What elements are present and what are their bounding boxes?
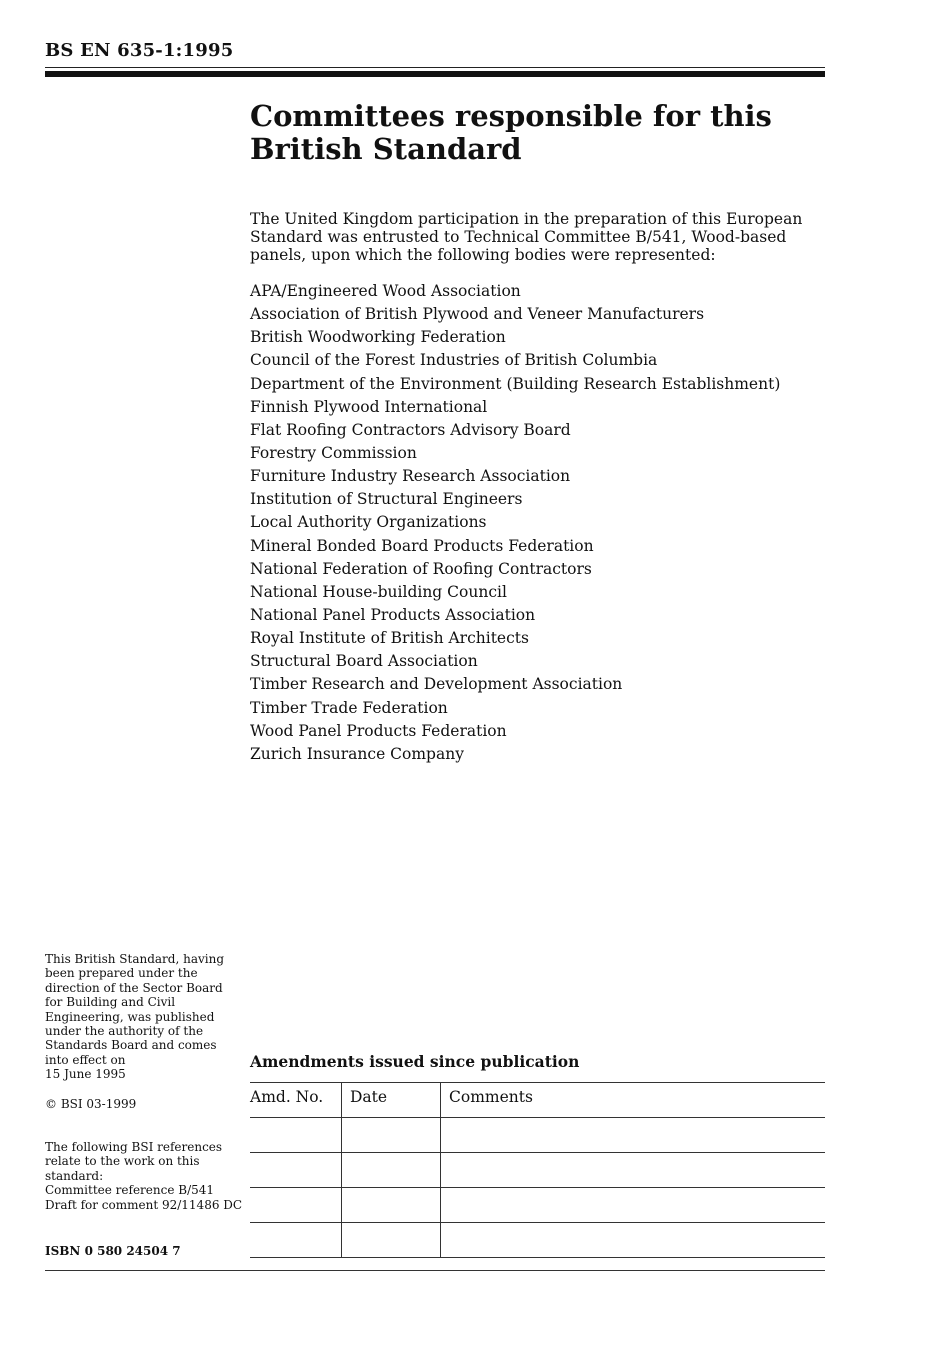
document-code: BS EN 635-1:1995 [45, 40, 234, 61]
table-cell [441, 1223, 826, 1258]
table-cell [342, 1153, 441, 1188]
intro-paragraph: The United Kingdom participation in the preparation of this European Standard was entrusted to Technical Committee B/541, Wood-based panels, upon which the following bodies were represented: [250, 210, 803, 264]
header-rule-thin [45, 67, 825, 68]
body-item: Structural Board Association [250, 652, 478, 671]
table-cell [342, 1188, 441, 1223]
publication-note-line: Engineering, was published [45, 1009, 215, 1024]
body-item: Furniture Industry Research Association [250, 467, 571, 486]
table-cell [441, 1153, 826, 1188]
table-row [250, 1223, 825, 1258]
table-cell [441, 1118, 826, 1153]
table-cell [250, 1223, 342, 1258]
amendments-heading: Amendments issued since publication [250, 1052, 580, 1071]
table-cell [250, 1153, 342, 1188]
table-row [250, 1188, 825, 1223]
column-header-comments: Comments [441, 1083, 826, 1118]
table-row [250, 1153, 825, 1188]
publication-note-line: direction of the Sector Board [45, 980, 223, 995]
table-cell [342, 1118, 441, 1153]
body-item: Zurich Insurance Company [250, 744, 464, 763]
body-item: Finnish Plywood International [250, 397, 488, 416]
publication-note-line: Standards Board and comes [45, 1038, 217, 1053]
body-item: Wood Panel Products Federation [250, 721, 507, 740]
body-item: Timber Trade Federation [250, 698, 448, 717]
amendments-table [250, 1082, 825, 1258]
body-item: Royal Institute of British Architects [250, 629, 529, 648]
bsi-references [45, 1140, 245, 1212]
table-cell [441, 1188, 826, 1223]
publication-note-line: under the authority of the [45, 1024, 204, 1039]
body-item: Flat Roofing Contractors Advisory Board [250, 420, 571, 439]
column-header-amd-no: Amd. No. [250, 1083, 342, 1118]
page-title-line-2: British Standard [250, 132, 522, 166]
column-header-date: Date [342, 1083, 441, 1118]
table-cell [250, 1188, 342, 1223]
body-item: APA/Engineered Wood Association [250, 282, 521, 300]
footer-rule [45, 1270, 825, 1271]
publication-note-line: for Building and Civil [45, 995, 176, 1010]
bsi-reference-line: Draft for comment 92/11486 DC [45, 1197, 243, 1212]
publication-note [45, 952, 240, 1082]
table-row [250, 1118, 825, 1153]
copyright-notice: © BSI 03-1999 [45, 1097, 137, 1111]
table-cell [342, 1223, 441, 1258]
body-item: National Panel Products Association [250, 605, 536, 624]
bsi-reference-line: The following BSI references [45, 1140, 223, 1154]
publication-note-line: This British Standard, having [45, 952, 225, 966]
bsi-reference-line: standard: [45, 1168, 104, 1183]
body-item: Timber Research and Development Association [250, 675, 623, 694]
publication-note-line: 15 June 1995 [45, 1067, 126, 1082]
body-item: Local Authority Organizations [250, 513, 487, 532]
page-title [250, 100, 810, 166]
body-item: National Federation of Roofing Contractors [250, 559, 592, 578]
body-item: British Woodworking Federation [250, 328, 506, 347]
body-item: National House-building Council [250, 582, 507, 601]
bsi-reference-line: Committee reference B/541 [45, 1183, 215, 1198]
isbn: ISBN 0 580 24504 7 [45, 1244, 181, 1258]
amendments-header-row [250, 1083, 825, 1118]
bsi-reference-line: relate to the work on this [45, 1154, 200, 1169]
table-cell [250, 1118, 342, 1153]
page-title-line-1: Committees responsible for this [250, 99, 772, 133]
body-item: Association of British Plywood and Veneer Manufacturers [250, 305, 705, 324]
body-item: Department of the Environment (Building Research Establishment) [250, 374, 781, 393]
body-item: Institution of Structural Engineers [250, 490, 523, 509]
body-item: Mineral Bonded Board Products Federation [250, 536, 594, 555]
body-item: Council of the Forest Industries of British Columbia [250, 351, 658, 370]
body-item: Forestry Commission [250, 443, 417, 462]
represented-bodies-list [250, 280, 780, 766]
publication-note-line: into effect on [45, 1052, 126, 1067]
publication-note-line: been prepared under the [45, 966, 198, 981]
header-rule-thick [45, 71, 825, 77]
